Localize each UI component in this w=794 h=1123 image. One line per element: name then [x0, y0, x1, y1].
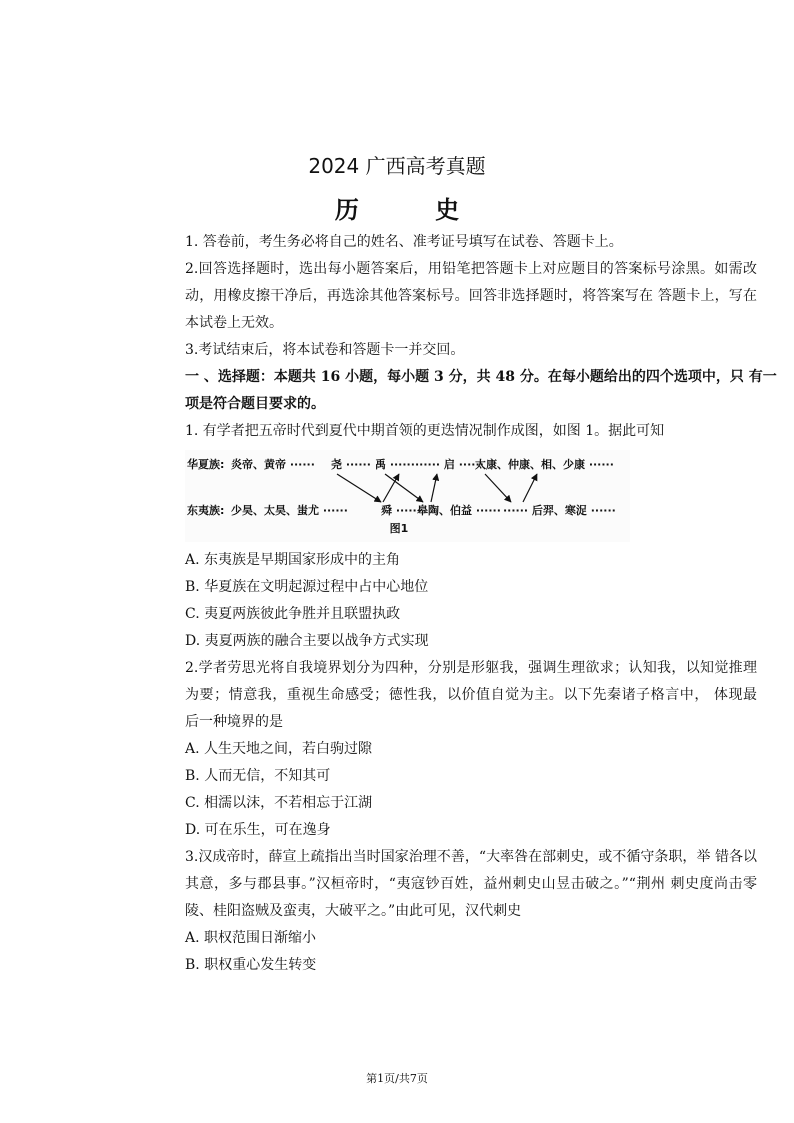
figure-caption: 图1 [389, 522, 409, 535]
section-header: 一 、选择题：本题共 16 小题，每小题 3 分，共 48 分。在每小题给出的四个选项中，只 有一 [185, 369, 777, 385]
row1-name-4: ······ 启 ······ [415, 458, 484, 471]
question-3-stem-1: 3.汉成帝时，薛宣上疏指出当时国家治理不善，“大率咎在部刺史，或不循守条职，举 错各以 [185, 849, 757, 865]
row1-name-3: 禹 ······ [375, 458, 415, 471]
q2-option-a: A. 人生天地之间，若白驹过隙 [185, 741, 373, 757]
row2-name-1: 少昊、太昊、蚩尤 ······ [231, 504, 348, 517]
q2-option-b: B. 人而无信，不知其可 [185, 768, 331, 784]
succession-diagram [185, 450, 630, 542]
instruction-1: 1. 答卷前，考生务必将自己的姓名、准考证号填写在试卷、答题卡上。 [185, 234, 623, 250]
instruction-2-cont: 动，用橡皮擦干净后，再选涂其他答案标号。回答非选择题时，将答案写在 答题卡上，写在 [185, 288, 757, 304]
instruction-3: 3.考试结束后，将本试卷和答题卡一并交回。 [185, 342, 465, 358]
question-3-stem-3: 陵、桂阳盗贼及蛮夷，大破平之。”由此可见，汉代刺史 [185, 903, 522, 919]
row1-name-2: 尧 ······ [331, 458, 371, 471]
q1-option-a: A. 东夷族是早期国家形成中的主角 [185, 552, 401, 568]
row1-name-1: 炎帝、黄帝 ······ [231, 458, 315, 471]
q2-option-c: C. 相濡以沫，不若相忘于江湖 [185, 795, 373, 811]
row2-label: 东夷族: [187, 504, 225, 517]
question-2-stem-2: 为要；情意我，重视生命感受；德性我，以价值自觉为主。以下先秦诸子格言中， 体现最 [185, 687, 757, 703]
q1-option-b: B. 华夏族在文明起源过程中占中心地位 [185, 579, 429, 595]
row1-name-5: 太康、仲康、相、少康 ······ [475, 458, 614, 471]
question-2-stem-1: 2.学者劳思光将自我境界划分为四种，分别是形躯我，强调生理欲求；认知我，以知觉推理 [185, 660, 757, 676]
question-1-stem: 1. 有学者把五帝时代到夏代中期首领的更迭情况制作成图，如图 1。据此可知 [185, 423, 665, 439]
q2-option-d: D. 可在乐生，可在逸身 [185, 822, 331, 838]
arrow-taikang-houyi [485, 474, 511, 502]
q3-option-a: A. 职权范围日渐缩小 [185, 930, 317, 946]
row2-name-3: 皋陶、伯益 ······ [417, 504, 501, 517]
q1-option-c: C. 夷夏两族彼此争胜并且联盟执政 [185, 606, 401, 622]
instruction-2: 2.回答选择题时，选出每小题答案后，用铅笔把答题卡上对应题目的答案标号涂黑。如需改 [185, 261, 757, 277]
exam-title: 2024 广西高考真题 [308, 154, 486, 178]
section-header-cont: 项是符合题目要求的。 [185, 396, 325, 412]
arrow-hanzhuo-shaokang [523, 474, 537, 502]
instruction-2-end: 本试卷上无效。 [185, 315, 283, 331]
row2-name-4: ······ 后羿、寒浞 ······ [503, 504, 616, 517]
subject-title: 历 史 [334, 196, 494, 224]
row2-name-2: 舜 ······ [381, 504, 421, 517]
arrow-boyi-qi [431, 474, 437, 502]
exam-content [185, 229, 777, 979]
arrow-yao-shun [337, 474, 381, 502]
figure-1 [185, 450, 630, 542]
q1-option-d: D. 夷夏两族的融合主要以战争方式实现 [185, 633, 429, 649]
question-2-stem-3: 后一种境界的是 [185, 714, 283, 730]
row1-label: 华夏族: [187, 458, 225, 471]
q3-option-b: B. 职权重心发生转变 [185, 957, 317, 973]
page-footer: 第1页/共7页 [366, 1072, 428, 1085]
question-3-stem-2: 其意，多与郡县事。”汉桓帝时，“夷寇钞百姓，益州刺史山昱击破之。”“荆州 刺史度尚击零 [185, 876, 757, 892]
